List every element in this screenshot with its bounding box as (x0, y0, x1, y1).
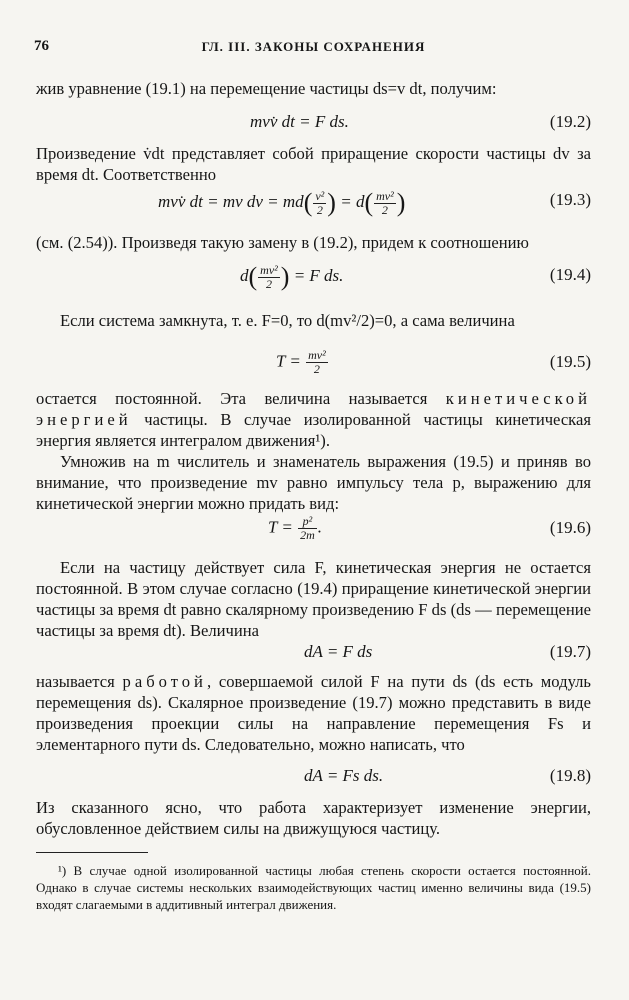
equation-formula: dA = F ds (304, 642, 373, 661)
footnote-divider (36, 852, 148, 853)
footnote: ¹) В случае одной изолированной частицы любая степень скорости остается постоянной. Однако в случае системы нескольких взаимодействующих частиц именно величины вида (19.5) входят слагаемыми в аддитивный интеграл движения. (36, 863, 591, 912)
equation-number: (19.3) (549, 190, 591, 209)
equation-number: (19.7) (549, 642, 591, 661)
paragraph-6: Умножив на m числитель и знаменатель выражения (19.5) и приняв во внимание, что произведение mv равно импульсу тела p, выражению для кинетической энергии можно придать вид: (36, 452, 591, 513)
equation-number: (19.5) (549, 352, 591, 371)
running-head: ГЛ. III. ЗАКОНЫ СОХРАНЕНИЯ (201, 39, 426, 54)
page-number: 76 (34, 38, 49, 54)
paragraph-1: жив уравнение (19.1) на перемещение частицы ds=v dt, получим: (36, 79, 497, 98)
paragraph-9: Из сказанного ясно, что работа характеризует изменение энергии, обусловленное действием силы на движущуюся частицу. (36, 798, 591, 838)
equation-19-4: d( $\frac{\text{mv²}}{2}$ ) = F ds. (19.4) (240, 262, 591, 291)
paragraph-8: называется работой, совершаемой силой F на пути ds (ds есть модуль перемещения ds). Скалярное произведение (19.7) можно представить в виде произведения проекции силы на направление перемещения Fs и элементарного пути ds. Следовательно, можно написать, что (36, 672, 591, 754)
paragraph-3: (см. (2.54)). Произведя такую замену в (19.2), придем к соотношению (36, 233, 529, 252)
fraction: $\frac{\text{mv²}}{2}$ (376, 188, 394, 217)
equation-number: (19.2) (549, 112, 591, 131)
equation-number: (19.6) (549, 518, 591, 537)
fraction: $\frac{\text{v²}}{2}$ (315, 188, 325, 217)
equation-19-8 (36, 766, 591, 794)
fraction: $\frac{\text{mv²}}{2}$ (308, 348, 326, 376)
paragraph-5: остается постоянной. Эта величина называется кинетической энергией частицы. В случае изолированной частицы кинетическая энергия является интегралом движения¹). (36, 389, 591, 450)
emphasized-term: работой (122, 672, 207, 691)
equation-19-6: T = $\frac{\text{p²}}{2m}$ . (19.6) (268, 514, 591, 542)
equation-formula: mvv̇ dt = mv dv = md (158, 191, 304, 211)
equation-equals: = d (340, 191, 365, 211)
page-header (34, 38, 593, 58)
equation-formula: mvv̇ dt = F ds. (250, 112, 349, 131)
emphasized-term: кинетической энергией (36, 389, 591, 429)
equation-number: (19.4) (549, 265, 591, 284)
fraction: $\frac{\text{p²}}{2m}$ (300, 514, 315, 542)
equation-formula: dA = Fs ds. (304, 766, 384, 785)
paragraph-7: Если на частицу действует сила F, кинетическая энергия не остается постоянной. В этом случае согласно (19.4) приращение кинетической энергии частицы за время dt равно скалярному произведению F ds (ds — перемещение частицы за время dt). Величина (36, 558, 591, 640)
equation-19-5: T = $\frac{\text{mv²}}{2}$ (19.5) (276, 348, 591, 376)
equation-19-7 (36, 642, 591, 670)
paragraph-4: Если система замкнута, т. е. F=0, то d(mv²/2)=0, а сама величина (60, 311, 515, 330)
paragraph-2: Произведение v̇dt представляет собой приращение скорости частицы dv за время dt. Соответственно (36, 144, 591, 184)
equation-19-2 (36, 112, 591, 140)
equation-number: (19.8) (549, 766, 591, 785)
equation-19-3: mvv̇ dt = mv dv = md( $\frac{\text{v²}}{2}$ ) = d( $\frac{\text{mv²}}{2}$ ) (19.3) (158, 188, 591, 217)
fraction: $\frac{\text{mv²}}{2}$ (260, 262, 278, 291)
